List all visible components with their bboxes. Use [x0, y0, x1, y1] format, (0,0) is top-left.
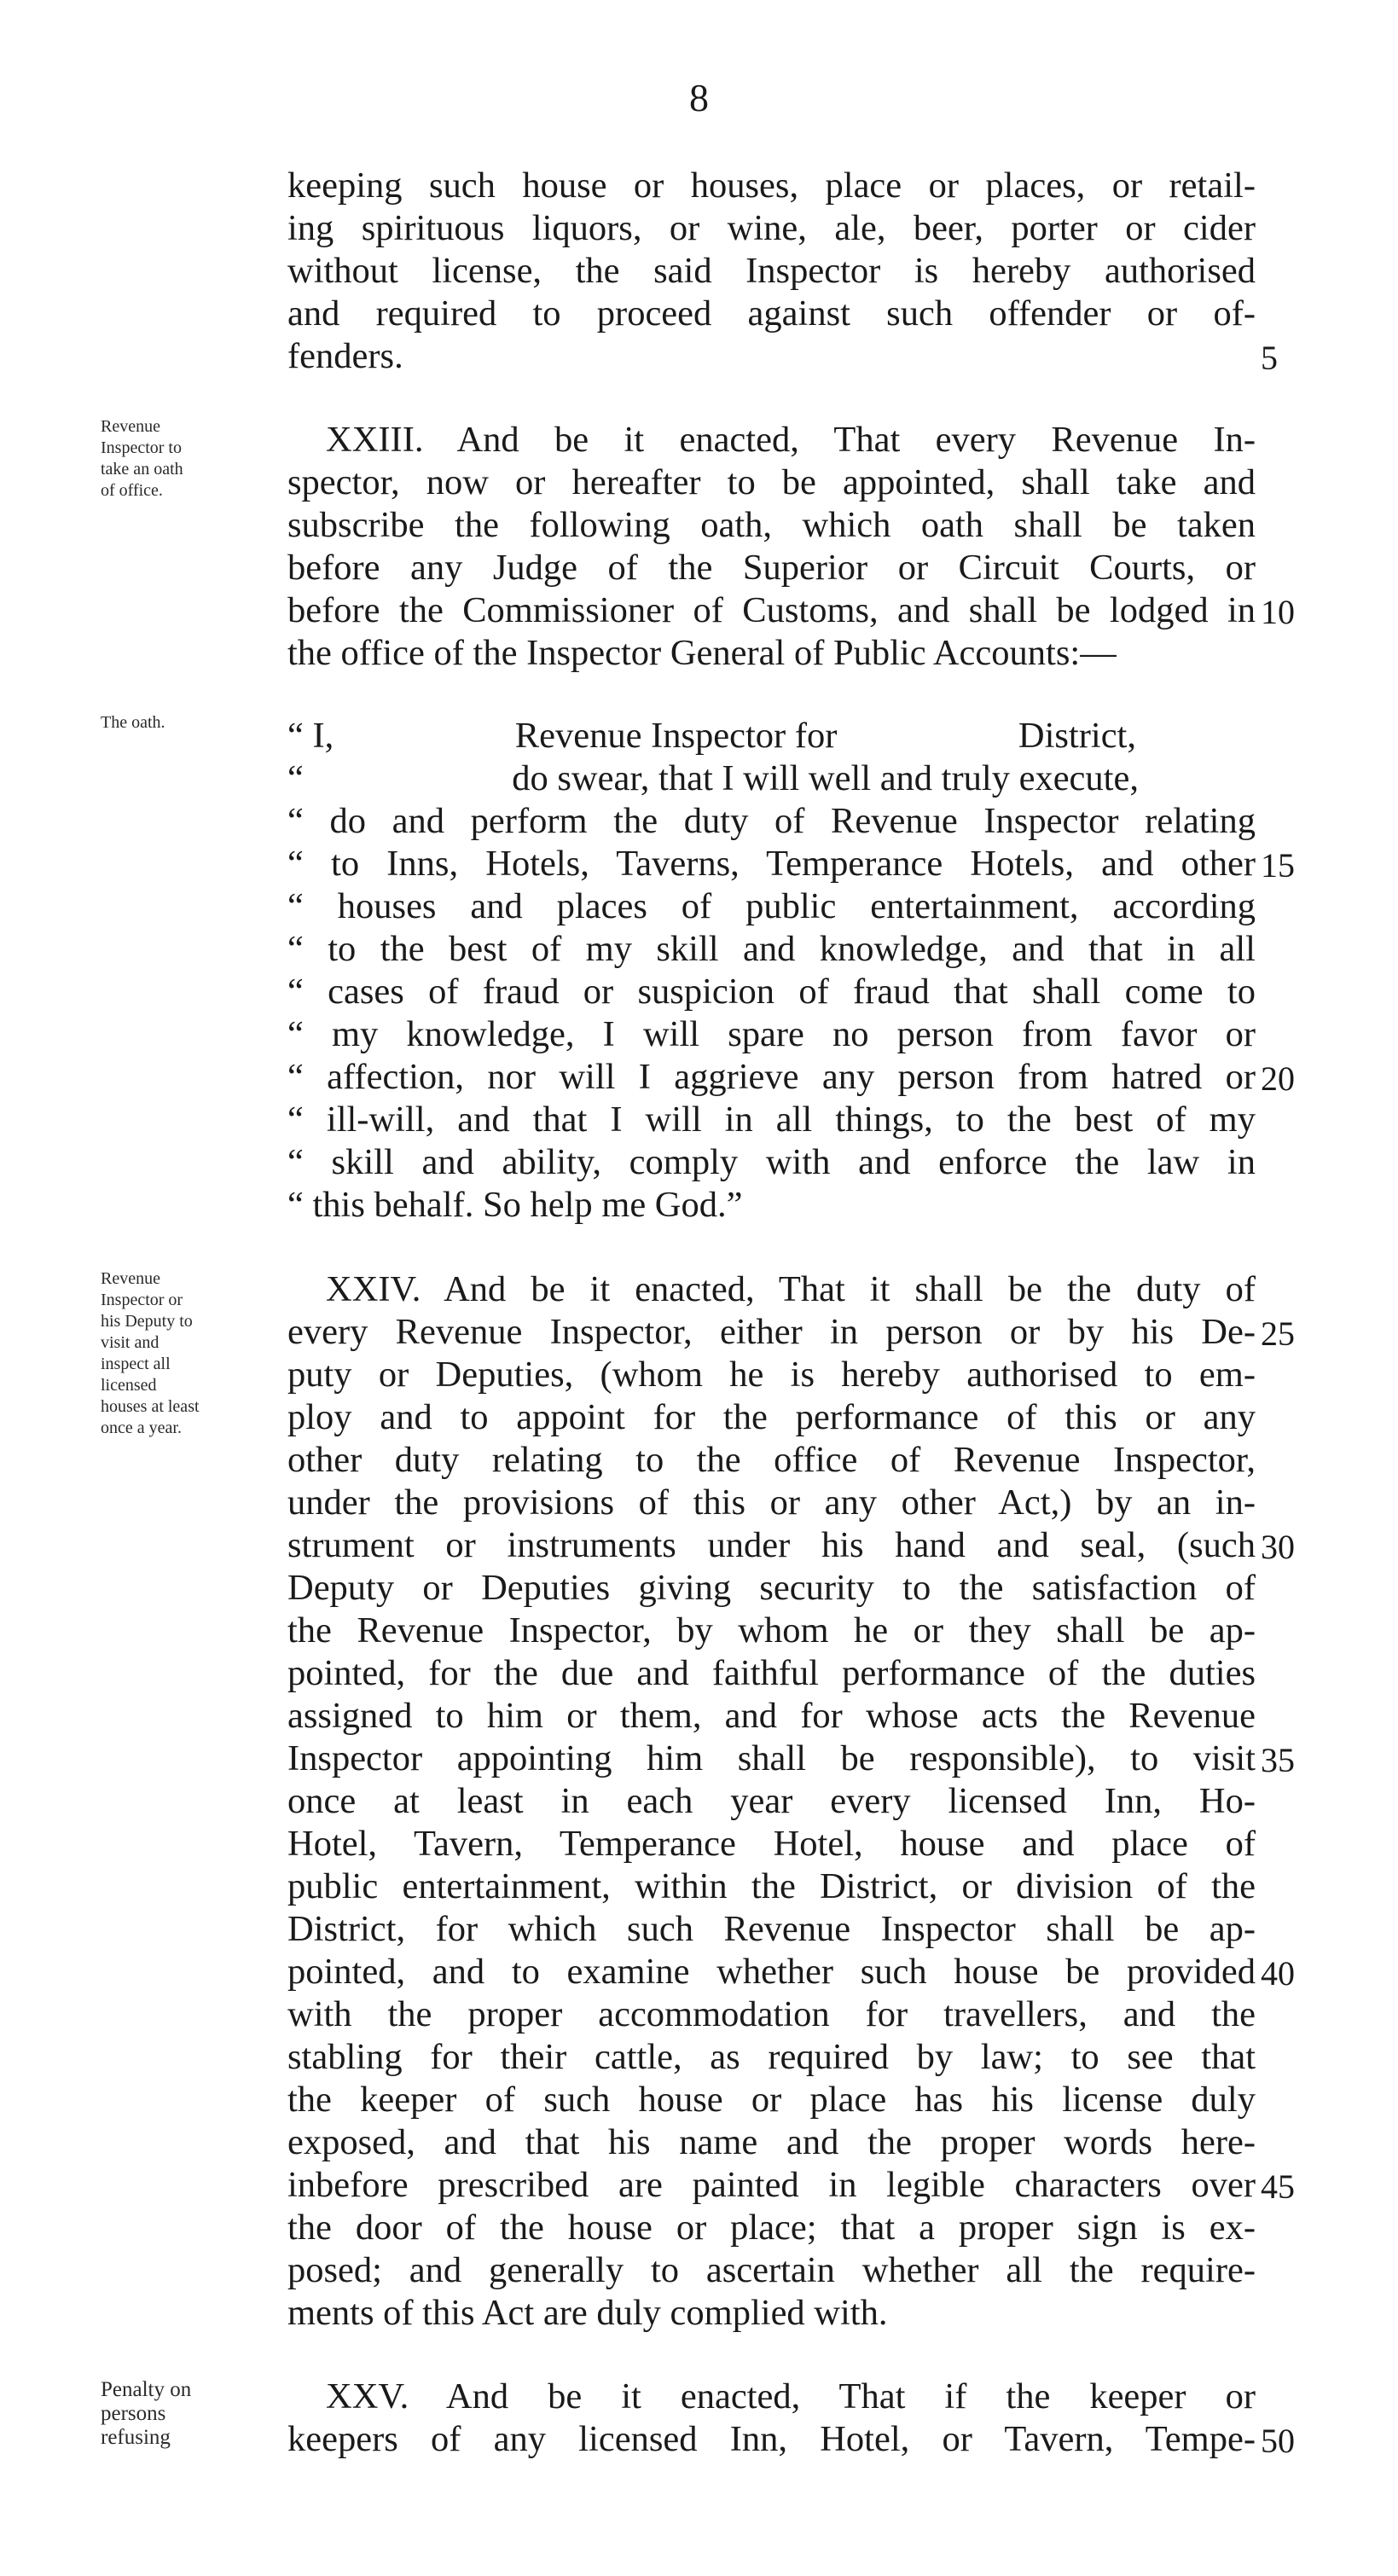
oath-line: “ do swear, that I will well and truly execute,	[287, 758, 1139, 798]
section-heading-line: XXIV. And be it enacted, That it shall be the duty of	[326, 1269, 1256, 1309]
margin-note-line: visit and	[101, 1333, 160, 1352]
body-line: ments of this Act are duly complied with.	[287, 2293, 888, 2333]
body-line: once at least in each year every licensed Inn, Ho-	[287, 1781, 1256, 1821]
margin-note-line: Revenue	[101, 1269, 160, 1288]
oath-line: “ I, Revenue Inspector for District,	[287, 716, 1136, 756]
margin-note-line: persons	[101, 2402, 166, 2425]
margin-note-line: refusing	[101, 2426, 171, 2449]
oath-line: “ this behalf. So help me God.”	[287, 1185, 743, 1225]
body-line: before the Commissioner of Customs, and shall be lodged in	[287, 590, 1256, 630]
body-line: Hotel, Tavern, Temperance Hotel, house and place of	[287, 1824, 1256, 1864]
margin-note-line: once a year.	[101, 1419, 182, 1437]
body-line: pointed, and to examine whether such house be provided	[287, 1952, 1256, 1992]
margin-note-line: of office.	[101, 481, 163, 500]
margin-note-the-oath	[101, 712, 263, 734]
body-line: public entertainment, within the District, or division of the	[287, 1866, 1256, 1906]
body-line: pointed, for the due and faithful performance of the duties	[287, 1653, 1256, 1693]
body-line: subscribe the following oath, which oath shall be taken	[287, 505, 1256, 545]
oath-line: “ ill-will, and that I will in all things, to the best of my	[287, 1099, 1256, 1140]
line-number: 35	[1261, 1741, 1295, 1779]
body-line: spector, now or hereafter to be appointed, shall take and	[287, 462, 1256, 502]
margin-note-inspector-visit	[101, 1268, 263, 1439]
section-heading-line: XXIII. And be it enacted, That every Revenue In-	[326, 420, 1256, 460]
page-number: 8	[689, 76, 709, 119]
margin-note-line: licensed	[101, 1376, 157, 1395]
body-line: under the provisions of this or any other Act,) by an in-	[287, 1482, 1256, 1523]
body-line: District, for which such Revenue Inspector shall be ap-	[287, 1909, 1256, 1949]
margin-note-line: Inspector to	[101, 438, 182, 457]
oath-line: “ to Inns, Hotels, Taverns, Temperance Hotels, and other	[287, 844, 1256, 884]
margin-note-line: inspect all	[101, 1355, 171, 1373]
body-line: Deputy or Deputies giving security to the satisfaction of	[287, 1568, 1256, 1608]
body-line: keeping such house or houses, place or places, or retail-	[287, 165, 1256, 206]
margin-note-line: Penalty on	[101, 2378, 192, 2401]
margin-note-revenue-inspector-oath	[101, 416, 263, 502]
body-line: stabling for their cattle, as required by law; to see that	[287, 2037, 1256, 2077]
body-line: before any Judge of the Superior or Circuit Courts, or	[287, 548, 1256, 588]
body-line: without license, the said Inspector is hereby authorised	[287, 251, 1256, 291]
body-line: every Revenue Inspector, either in person or by his De-	[287, 1312, 1256, 1352]
margin-note-line: The oath.	[101, 713, 165, 732]
body-line: posed; and generally to ascertain whether all the require-	[287, 2250, 1256, 2290]
oath-line: “ houses and places of public entertainment, according	[287, 886, 1256, 926]
margin-note-line: Revenue	[101, 417, 160, 436]
section-heading-line: XXV. And be it enacted, That if the keeper or	[326, 2376, 1256, 2416]
line-number: 5	[1261, 339, 1278, 377]
body-line: the Revenue Inspector, by whom he or they shall be ap-	[287, 1610, 1256, 1651]
margin-note-line: houses at least	[101, 1397, 200, 1416]
oath-line: “ to the best of my skill and knowledge, and that in all	[287, 929, 1256, 969]
body-line: puty or Deputies, (whom he is hereby authorised to em-	[287, 1355, 1256, 1395]
margin-note-line: take an oath	[101, 460, 183, 479]
line-number: 45	[1261, 2167, 1295, 2206]
body-line: exposed, and that his name and the proper words here-	[287, 2122, 1256, 2162]
body-line: assigned to him or them, and for whose acts the Revenue	[287, 1696, 1256, 1736]
oath-line: “ cases of fraud or suspicion of fraud that shall come to	[287, 972, 1256, 1012]
margin-note-penalty	[101, 2378, 263, 2450]
oath-line: “ my knowledge, I will spare no person from favor or	[287, 1014, 1256, 1054]
body-line: with the proper accommodation for travellers, and the	[287, 1994, 1256, 2034]
line-number: 20	[1261, 1059, 1295, 1098]
line-number: 40	[1261, 1954, 1295, 1993]
body-line: the door of the house or place; that a proper sign is ex-	[287, 2208, 1256, 2248]
body-line: strument or instruments under his hand and seal, (such	[287, 1525, 1256, 1565]
body-line: inbefore prescribed are painted in legible characters over	[287, 2165, 1256, 2205]
body-line: the keeper of such house or place has his license duly	[287, 2080, 1256, 2120]
line-number: 30	[1261, 1528, 1295, 1566]
line-number: 50	[1261, 2422, 1295, 2460]
oath-line: “ do and perform the duty of Revenue Inspector relating	[287, 801, 1256, 841]
line-number: 25	[1261, 1314, 1295, 1353]
body-line: other duty relating to the office of Revenue Inspector,	[287, 1440, 1256, 1480]
margin-note-line: Inspector or	[101, 1291, 183, 1309]
body-line: ing spirituous liquors, or wine, ale, beer, porter or cider	[287, 208, 1256, 248]
body-line: Inspector appointing him shall be responsible), to visit	[287, 1738, 1256, 1778]
oath-line: “ skill and ability, comply with and enforce the law in	[287, 1142, 1256, 1182]
body-line: fenders.	[287, 336, 403, 376]
body-line: and required to proceed against such offender or of-	[287, 293, 1256, 334]
margin-note-line: his Deputy to	[101, 1312, 193, 1331]
body-line: ploy and to appoint for the performance of this or any	[287, 1397, 1256, 1437]
line-number: 10	[1261, 593, 1295, 631]
body-line: the office of the Inspector General of Public Accounts:—	[287, 633, 1117, 673]
oath-line: “ affection, nor will I aggrieve any person from hatred or	[287, 1057, 1256, 1097]
line-number: 15	[1261, 846, 1295, 885]
body-line: keepers of any licensed Inn, Hotel, or Tavern, Tempe-	[287, 2419, 1256, 2459]
